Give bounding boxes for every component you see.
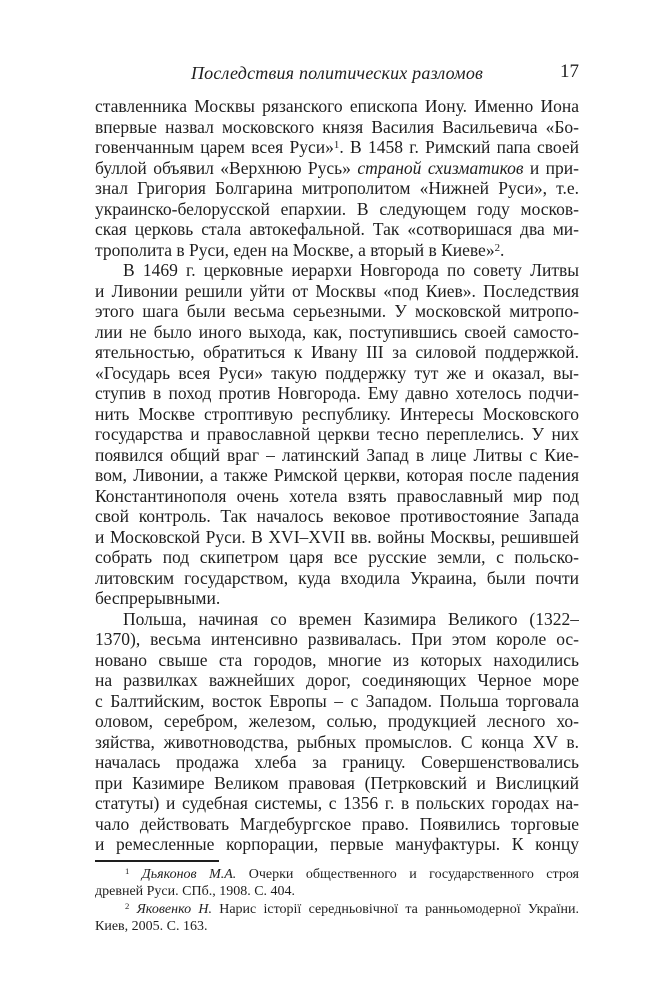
text-line: литовским государством, куда входила Украина, были почти [95,567,579,588]
text-line: и Московской Руси. В XVI–XVII вв. войны Москвы, решившей [95,526,579,547]
text-column [95,62,579,936]
superscript-marker: 1 [125,865,130,876]
text-line: трополита в Руси, еден на Москве, а вторый в Киеве»$^2$. [95,239,505,260]
page-header [95,62,579,84]
text-line: и Ливонии решили уйти от Москвы «под Киев». Последствия [95,280,579,301]
text-line: зяйства, животноводства, рыбных промыслов. С конца XV в. [95,731,579,752]
text-line: свой контроль. Так началось вековое противостояние Запада [95,506,579,526]
italic-segment: Дьяконов М.А. [141,866,237,882]
text-line: Польша, начиная со времен Казимира Великого (1322– [123,608,579,629]
text-line: собрать под скипетром царя все русские земли, с польско- [95,547,579,567]
text-line: началась продажа хлеба за границу. Совершенствовались [95,752,579,772]
italic-segment: страной схизматиков [357,157,524,178]
text-line: впервые назвал московского князя Василия Васильевича «Бо- [95,116,579,137]
text-line: ятельностью, обратиться к Ивану III за силовой поддержкой. [95,342,579,362]
running-title: Последствия политических разломов [190,63,484,83]
superscript-marker: 2 [125,900,130,911]
text-line: ставленника Москвы рязанского епископа Иону. Именно Иона [95,96,579,116]
text-line: ступив в поход против Новгорода. Ему давно хотелось подчи- [95,383,579,403]
text-line: украинско-белорусской епархии. В следующем году москов- [95,198,579,219]
text-line: при Казимире Великом правовая (Петрковский и Вислицкий [95,772,579,793]
body-text [95,96,579,855]
superscript-marker: 1 [333,139,340,152]
text-line: беспрерывными. [95,588,221,608]
superscript-marker: 2 [494,241,500,254]
footnote-line: Киев, 2005. С. 163. [95,919,208,934]
text-line: Константинополя очень хотела взять православный мир под [95,485,579,506]
footnote-line: $^2$ Яковенко Н. Нарис історії середньовічної та ранньомодерної України. [125,900,579,917]
text-line: новано свыше ста городов, многие из которых находились [95,649,579,670]
footnote-separator [95,860,219,862]
text-line: нить Москве строптивую республику. Интересы Московского [95,403,579,424]
text-line: государства и православной церкви тесно переплелись. У них [95,424,579,444]
text-line: 1370), весьма интенсивно развивалась. При этом короле ос- [95,629,579,649]
text-line: оловом, серебром, железом, солью, продукцией лесного хо- [95,711,579,731]
italic-segment: Яковенко Н. [136,901,212,917]
text-line: появился общий враг – латинский Запад в лице Литвы с Кие- [95,444,579,465]
text-line: ская церковь стала автокефальной. Так «сотворишася два ми- [95,219,579,239]
text-line: В 1469 г. церковные иерархи Новгорода по совету Литвы [123,260,579,280]
footnote-line: $^1$ Дьяконов М.А. Очерки общественного и государственного строя [125,865,579,882]
text-line: этого шага были весьма серьезными. У московской митропо- [95,301,579,321]
text-line: вом, Ливонии, а также Римской церкви, которая после падения [95,465,579,485]
text-line: и ремесленные корпорации, первые мануфактуры. К концу [95,834,579,854]
footnotes [95,866,579,936]
text-line: «Государь всея Руси» такую поддержку тут же и оказал, вы- [95,362,579,383]
page-number: 17 [560,61,579,82]
text-line: лии не было иного выхода, как, поступившись своей самосто- [95,321,579,342]
text-line: на развилках важнейших дорог, соединяющих Черное море [95,670,579,690]
text-line: говенчанным царем всея Руси»$^1$. В 1458 г. Римский папа своей [95,137,579,157]
text-line: с Балтийским, восток Европы – с Западом. Польша торговала [95,690,579,711]
text-line: статуты) и судебная системы, с 1356 г. в польских городах на- [95,793,579,813]
text-line: буллой объявил «Верхнюю Русь» страной схизматиков и при- [95,157,579,178]
footnote-line: древней Руси. СПб., 1908. С. 404. [95,884,296,899]
text-line: знал Григория Болгарина митрополитом «Нижней Руси», т.е. [95,178,579,198]
text-line: чало действовать Магдебургское право. Появились торговые [95,813,579,834]
